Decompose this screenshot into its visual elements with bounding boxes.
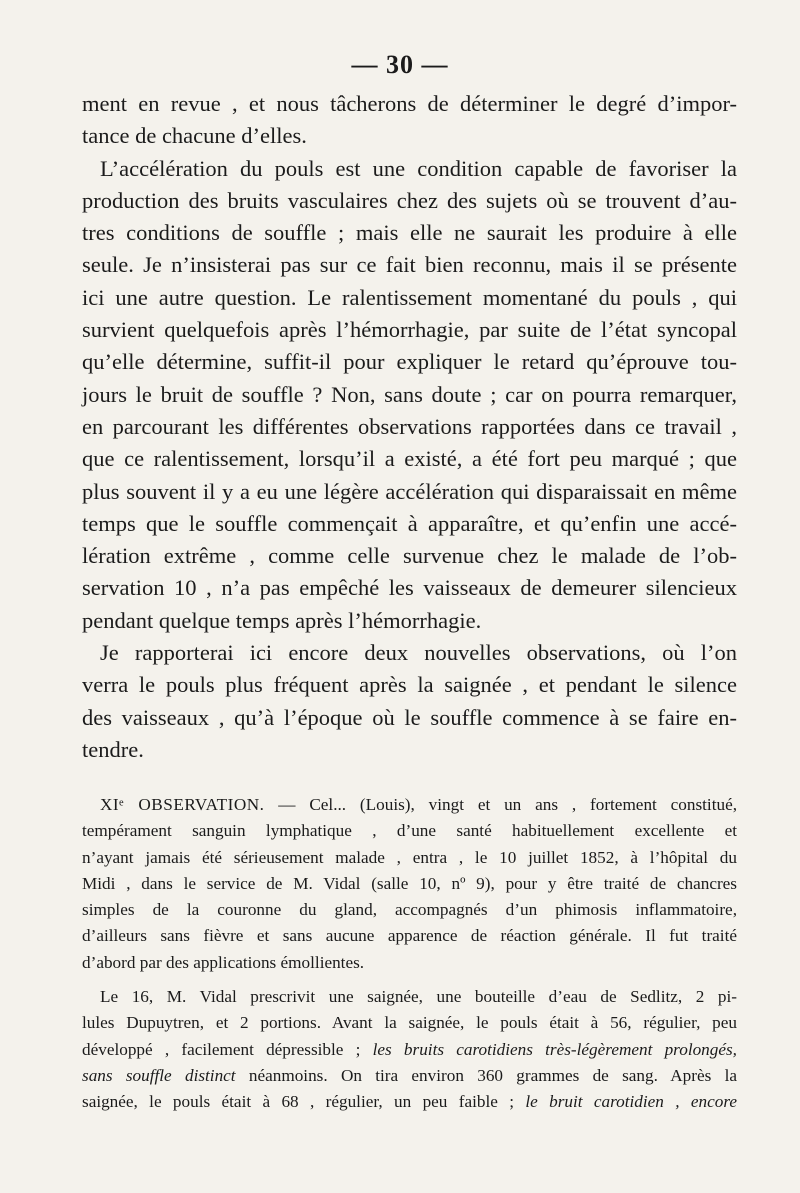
- text-line: tres conditions de souffle ; mais elle ne saurait les produire à elle: [82, 220, 737, 246]
- main-text: [82, 88, 737, 766]
- italic-fragment: le bruit carotidien , encore: [525, 1092, 738, 1112]
- text-line: tance de chacune d’elles.: [82, 123, 307, 149]
- text-line: qu’elle détermine, suffit-il pour expliquer le retard qu’éprouve tou-: [82, 349, 737, 375]
- text-line: temps que le souffle commençait à apparaître, et qu’enfin une accé-: [82, 510, 737, 536]
- observation-first-line: [82, 792, 737, 818]
- observation-block: [82, 792, 737, 1116]
- text-line: Le 16, M. Vidal prescrivit une saignée, une bouteille d’eau de Sedlitz, 2 pi-: [100, 987, 737, 1007]
- italic-fragment: sans souffle distinct: [82, 1065, 236, 1085]
- text-line: lération extrême , comme celle survenue chez le malade de l’ob-: [82, 543, 737, 569]
- text-line: d’ailleurs sans fièvre et sans aucune apparence de réaction générale. Il fut traité: [82, 926, 737, 946]
- text-line: n’ayant jamais été sérieusement malade , entra , le 10 juillet 1852, à l’hôpital du: [82, 847, 737, 867]
- text-line: en parcourant les différentes observations rapportées dans ce travail ,: [82, 413, 737, 439]
- text-fragment: saignée, le pouls était à 68 , régulier, un peu faible ;: [82, 1092, 526, 1112]
- text-line: plus souvent il y a eu une légère accélération qui disparaissait en même: [82, 478, 737, 504]
- text-line: que ce ralentissement, lorsqu’il a existé, a été fort peu marqué ; que: [82, 446, 737, 472]
- text-line: [82, 1089, 737, 1115]
- text-line: production des bruits vasculaires chez des sujets où se trouvent d’au-: [82, 187, 737, 213]
- italic-fragment: les bruits carotidiens très-légèrement prolongés,: [372, 1039, 737, 1059]
- text-line: seule. Je n’insisterai pas sur ce fait bien reconnu, mais il se présente: [82, 252, 737, 278]
- text-fragment: développé , facilement dépressible ;: [82, 1039, 373, 1059]
- text-line: Je rapporterai ici encore deux nouvelles observations, où l’on: [100, 640, 737, 666]
- text-line: Midi , dans le service de M. Vidal (salle 10, nº 9), pour y être traité de chancres: [82, 873, 737, 893]
- text-line: pendant quelque temps après l’hémorrhagie.: [82, 607, 482, 633]
- text-line: jours le bruit de souffle ? Non, sans doute ; car on pourra remarquer,: [82, 381, 737, 407]
- text-line: [82, 1037, 737, 1063]
- text-line: d’abord par des applications émollientes.: [82, 952, 365, 972]
- text-line: des vaisseaux , qu’à l’époque où le souffle commence à se faire en-: [82, 704, 737, 730]
- text-line: verra le pouls plus fréquent après la saignée , et pendant le silence: [82, 672, 737, 698]
- text-line: tempérament sanguin lymphatique , d’une santé habituellement excellente et: [82, 821, 737, 841]
- observation-heading: XIᵉ OBSERVATION.: [100, 795, 265, 814]
- text-line: ici une autre question. Le ralentissement momentané du pouls , qui: [82, 284, 737, 310]
- text-line: L’accélération du pouls est une condition capable de favoriser la: [100, 155, 737, 181]
- text-line: ment en revue , et nous tâcherons de déterminer le degré d’impor-: [82, 91, 737, 116]
- text-line: [82, 1063, 737, 1089]
- text-line: simples de la couronne du gland, accompagnés d’un phimosis inflammatoire,: [82, 900, 737, 920]
- text-line: tendre.: [82, 736, 144, 762]
- text-fragment: néanmoins. On tira environ 360 grammes de sang. Après la: [235, 1065, 737, 1085]
- text-line: survient quelquefois après l’hémorrhagie, par suite de l’état syncopal: [82, 317, 737, 343]
- text-line: lules Dupuytren, et 2 portions. Avant la saignée, le pouls était à 56, régulier, peu: [82, 1013, 737, 1033]
- text-line: — Cel... (Louis), vingt et un ans , fortement constitué,: [278, 795, 737, 814]
- text-line: servation 10 , n’a pas empêché les vaisseaux de demeurer silencieux: [82, 575, 737, 601]
- page-number: — 30 —: [351, 50, 449, 79]
